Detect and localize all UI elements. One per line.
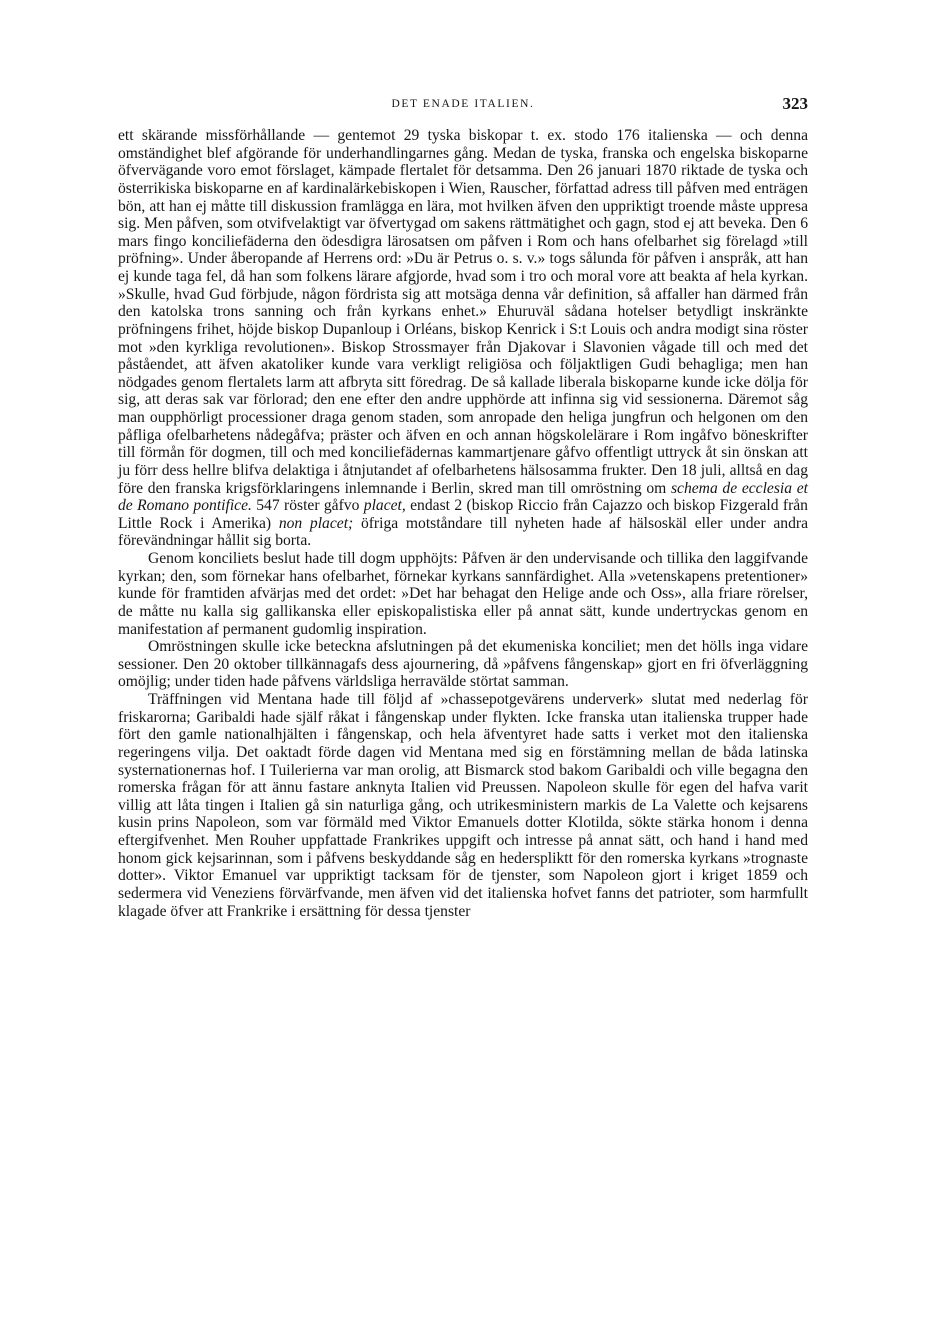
paragraph-3 [118,638,808,691]
text-segment: 547 röster gåfvo [251,497,364,515]
text-segment-italic: schema de ecclesia et de Romano pontifice. [118,479,808,515]
text-segment: öfriga motståndare till nyheten hade af hälsoskäl eller under andra förevändningar hållit sig borta. [118,514,808,550]
page-number: 323 [782,94,808,113]
paragraph-2 [118,550,808,638]
text-segment-italic: placet, [363,497,406,515]
text-segment: ett skärande missförhållande — gentemot 29 tyska biskopar t. ex. stodo 176 italienska — och denna omständighet blef afgörande för underhandlingarnes gång. Medan de tyska, franska och engelska biskoparne öfvervägande voro emot förslaget, kämpade flertalet för detsamma. Den 26 januari 1870 riktade de tyska och österrikiska biskoparne en af kardinalärkebiskopen i Wien, Rauscher, författad adress till påfven med enträgen bön, att han ej måtte till diskussion framlägga en lära, mot hvilken äfven den uppriktigt troende måste uppresa sig. Men påfven, som otvifvelaktigt var öfvertygad om sakens rättmätighet och gagn, stod ej att beveka. Den 6 mars fingo konciliefäderna den ödesdigra lärosatsen om påfven i Rom och hans ofelbarhet sig förelagd »till pröfning». Under åberopande af Herrens ord: »Du är Petrus o. s. v.» togs sålunda för påfven i anspråk, att han ej kunde taga fel, då han som folkens lärare afgjorde, hvad som i tro och moral vore att beakta af hela kyrkan. »Skulle, hvad Gud förbjude, någon fördrista sig att motsäga denna vår definition, så affaller han därmed från den katolska trons sanning och från kyrkans enhet.» Ehuruväl sådana hotelser betydligt inskränkte pröfningens frihet, höjde biskop Dupanloup i Orléans, biskop Kenrick i S:t Louis och andra modigt sina röster mot »den kyrkliga revolutionen». Biskop Strossmayer från Djakovar i Slavonien vågade till och med det påståendet, att äfven akatoliker kunde vara verkligt religiösa och följaktligen Gudi behagliga; men han nödgades genom flertalets larm att afbryta sitt föredrag. De så kallade liberala biskoparne kunde icke dölja för sig, att deras sak var förlorad; den ene efter den andre upphörde att infinna sig vid sessionerna. Däremot såg man oupphörligt processioner draga genom staden, som anropade den heliga jungfrun och helgonen om den påfliga ofelbarhetens nådegåfva; präster och äfven en och annan högskolelärare i Rom ingåfvo böneskrifter till förmån för dogmen, till och med konciliefädernas kammartjenare gåfvo offentligt uttryck åt sin önskan att ju förr dess hellre blifva delaktiga i åtnjutandet af ofelbarhetens hälsosamma frukter. Den 18 juli, alltså en dag före den franska krigsförklaringens inlemnande i Berlin, skred man till omröstning om [118,127,808,497]
paragraph-4 [118,691,808,920]
page-header [118,94,808,116]
text-segment: Omröstningen skulle icke beteckna afslutningen på det ekumeniska konciliet; men det hölls inga vidare sessioner. Den 20 oktober tillkännagafs dess ajournering, då »påfvens fångenskap» gjort en fri öfverläggning omöjlig; under tiden hade påfvens världsliga herravälde störtat samman. [118,638,808,691]
running-head: DET ENADE ITALIEN. [391,98,535,110]
body-text [118,127,808,920]
paragraph-1 [118,127,808,550]
text-segment-italic: non placet; [278,514,354,532]
text-segment: Genom konciliets beslut hade till dogm upphöjts: Påfven är den undervisande och tillika den laggifvande kyrkan; den, som förnekar hans ofelbarhet, förnekar kyrkans sannfärdighet. Alla »vetenskapens pretentioner» kunde för framtiden afvärjas med det ordet: »Det har behagat den Helige ande och Oss», alla friare rörelser, de måtte nu kalla sig gallikanska eller episkopalistiska eller på annat sätt, kunde undertryckas genom en manifestation af permanent gudomlig inspiration. [118,550,808,638]
text-segment: Träffningen vid Mentana hade till följd af »chassepotgevärens underverk» slutat med nederlag för friskarorna; Garibaldi hade själf råkat i fångenskap under flykten. Icke franska utan italienska trupper hade fört den gamle nationalhjälten i fångenskap, och hela äfventyret hade satts i verket mot den italienska regeringens vilja. Det oaktadt förde dagen vid Mentana med sig en förstämning mellan de båda latinska systernationernas hof. I Tuilerierna var man orolig, att Bismarck stod bakom Garibaldi och ville begagna den romerska frågan för att ännu fastare anknyta Italien vid Preussen. Napoleon skulle för egen del hafva varit villig att låta tingen i Italien gå sin naturliga gång, och utrikesministern markis de La Valette och kejsarens kusin prins Napoleon, som var förmäld med Viktor Emanuels dotter Klotilda, sökte stärka honom i denna eftergifvenhet. Men Rouher uppfattade Frankrikes uppgift och intresse på annat sätt, och hand i hand med honom gick kejsarinnan, som i påfvens beskyddande såg en hederspliktt för den romerska kyrkans »trognaste dotter». Viktor Emanuel var uppriktigt tacksam för de tjenster, som Napoleon gjort i kriget 1859 och sedermera vid Veneziens förvärfvande, men äfven vid det italienska hofvet fanns det patrioter, som harmfullt klagade öfver att Frankrike i ersättning för dessa tjenster [118,691,808,920]
text-segment: endast 2 (biskop Riccio från Cajazzo och biskop Fizgerald från Little Rock i Amerika) [118,497,808,532]
